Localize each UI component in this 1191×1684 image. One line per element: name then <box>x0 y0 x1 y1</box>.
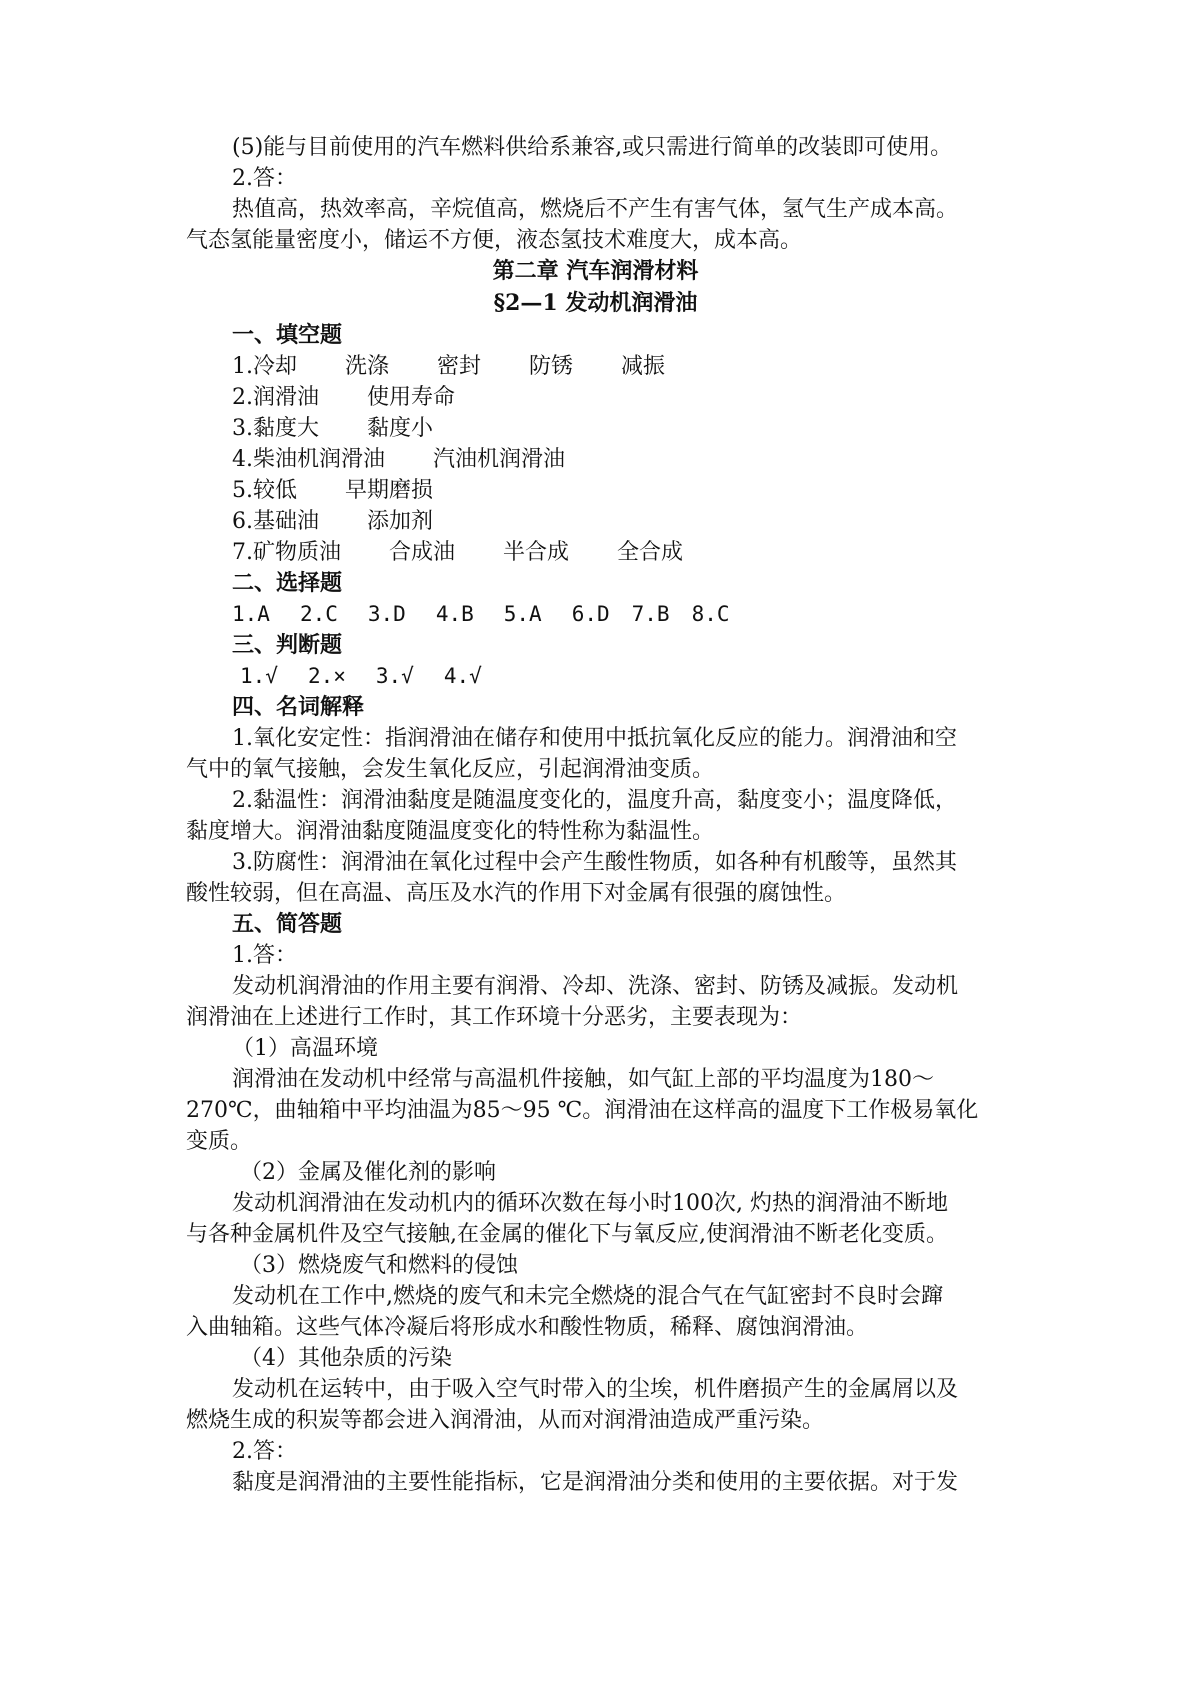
sub-4-line-2: 燃烧生成的积炭等都会进入润滑油，从而对润滑油造成严重污染。 <box>186 1408 825 1433</box>
term-2-line-2: 黏度增大。润滑油黏度随温度变化的特性称为黏温性。 <box>186 819 715 844</box>
short-answer-1-line-2: 润滑油在上述进行工作时，其工作环境十分恶劣，主要表现为： <box>186 1005 803 1030</box>
fill-4-b: 汽油机润滑油 <box>433 447 566 472</box>
fill-7-d: 全合成 <box>617 540 684 565</box>
sub-1-title: （1）高温环境 <box>232 1036 378 1061</box>
answer-2-line-1: 热值高，热效率高，辛烷值高，燃烧后不产生有害气体，氢气生产成本高。 <box>232 197 959 222</box>
sub-1-line-2: 270℃，曲轴箱中平均油温为85～95 ℃。润滑油在这样高的温度下工作极易氧化 <box>186 1098 979 1123</box>
fill-3-b: 黏度小 <box>367 416 434 441</box>
sub-4-line-1: 发动机在运转中，由于吸入空气时带入的尘埃，机件磨损产生的金属屑以及 <box>232 1377 959 1402</box>
fill-1-a: 1.冷却 <box>232 354 297 379</box>
sub-1-line-1: 润滑油在发动机中经常与高温机件接触，如气缸上部的平均温度为180～ <box>232 1067 934 1092</box>
judge-1: 1.√ <box>240 664 278 688</box>
fill-7-c: 半合成 <box>503 540 570 565</box>
sub-2-title: （2）金属及催化剂的影响 <box>240 1160 496 1185</box>
fill-6-a: 6.基础油 <box>232 509 319 534</box>
sub-3-title: （3）燃烧废气和燃料的侵蚀 <box>240 1253 518 1278</box>
fill-item-3 <box>0 413 1191 444</box>
short-answer-1-label: 1.答： <box>232 943 297 968</box>
choice-4: 4.B <box>435 602 474 626</box>
choice-3: 3.D <box>367 602 406 626</box>
short-heading: 五、简答题 <box>232 911 343 937</box>
term-3-line-2: 酸性较弱，但在高温、高压及水汽的作用下对金属有很强的腐蚀性。 <box>186 881 847 906</box>
fill-item-6 <box>0 506 1191 537</box>
judge-4: 4.√ <box>443 664 482 688</box>
fill-7-b: 合成油 <box>389 540 456 565</box>
sub-3-line-1: 发动机在工作中,燃烧的废气和未完全燃烧的混合气在气缸密封不良时会蹿 <box>232 1284 943 1309</box>
section-title: §2—1 发动机润滑油 <box>493 290 698 316</box>
fill-6-b: 添加剂 <box>367 509 434 534</box>
fill-5-b: 早期磨损 <box>345 478 434 503</box>
short-answer-2-label: 2.答： <box>232 1439 297 1464</box>
choice-heading: 二、选择题 <box>232 570 343 596</box>
fill-5-a: 5.较低 <box>232 478 297 503</box>
choice-7: 7.B <box>631 602 670 626</box>
fill-7-a: 7.矿物质油 <box>232 540 341 565</box>
fill-1-e: 减振 <box>621 354 666 379</box>
term-1-line-1: 1.氧化安定性：指润滑油在储存和使用中抵抗氧化反应的能力。润滑油和空 <box>232 726 957 751</box>
term-1-line-2: 气中的氧气接触，会发生氧化反应，引起润滑油变质。 <box>186 757 715 782</box>
fill-4-a: 4.柴油机润滑油 <box>232 447 385 472</box>
sub-2-line-2: 与各种金属机件及空气接触,在金属的催化下与氧反应,使润滑油不断老化变质。 <box>186 1222 948 1247</box>
term-2-line-1: 2.黏温性：润滑油黏度是随温度变化的，温度升高，黏度变小；温度降低， <box>232 788 957 813</box>
terms-heading: 四、名词解释 <box>232 694 365 720</box>
fill-3-a: 3.黏度大 <box>232 416 319 441</box>
fill-2-a: 2.润滑油 <box>232 385 319 410</box>
chapter-title: 第二章 汽车润滑材料 <box>492 258 699 284</box>
fill-heading: 一、填空题 <box>232 322 343 348</box>
choice-answers <box>0 599 1191 630</box>
term-3-line-1: 3.防腐性：润滑油在氧化过程中会产生酸性物质，如各种有机酸等，虽然其 <box>232 850 957 875</box>
judge-heading: 三、判断题 <box>232 632 343 658</box>
judge-3: 3.√ <box>375 664 414 688</box>
answer-2-label: 2.答： <box>232 166 297 191</box>
fill-item-7 <box>0 537 1191 568</box>
choice-1: 1.A <box>232 602 270 626</box>
choice-6: 6.D <box>571 602 610 626</box>
fill-item-4 <box>0 444 1191 475</box>
choice-2: 2.C <box>299 602 338 626</box>
fill-item-2 <box>0 382 1191 413</box>
fill-2-b: 使用寿命 <box>367 385 456 410</box>
judge-2: 2.× <box>307 664 346 688</box>
sub-2-line-1: 发动机润滑油在发动机内的循环次数在每小时100次, 灼热的润滑油不断地 <box>232 1191 948 1216</box>
item-5-text: (5)能与目前使用的汽车燃料供给系兼容,或只需进行简单的改装即可使用。 <box>232 135 953 160</box>
sub-4-title: （4）其他杂质的污染 <box>240 1346 452 1371</box>
answer-2-line-2: 气态氢能量密度小，储运不方便，液态氢技术难度大，成本高。 <box>186 228 803 253</box>
fill-1-b: 洗涤 <box>345 354 390 379</box>
choice-8: 8.C <box>691 602 730 626</box>
sub-1-line-3: 变质。 <box>186 1129 253 1154</box>
short-answer-1-line-1: 发动机润滑油的作用主要有润滑、冷却、洗涤、密封、防锈及减振。发动机 <box>232 974 959 999</box>
short-answer-2-line-1: 黏度是润滑油的主要性能指标，它是润滑油分类和使用的主要依据。对于发 <box>232 1470 959 1495</box>
fill-item-1 <box>0 351 1191 382</box>
judge-answers <box>0 661 1191 692</box>
fill-item-5 <box>0 475 1191 506</box>
fill-1-d: 防锈 <box>529 354 574 379</box>
fill-1-c: 密封 <box>437 354 482 379</box>
choice-5: 5.A <box>503 602 542 626</box>
sub-3-line-2: 入曲轴箱。这些气体冷凝后将形成水和酸性物质，稀释、腐蚀润滑油。 <box>186 1315 869 1340</box>
